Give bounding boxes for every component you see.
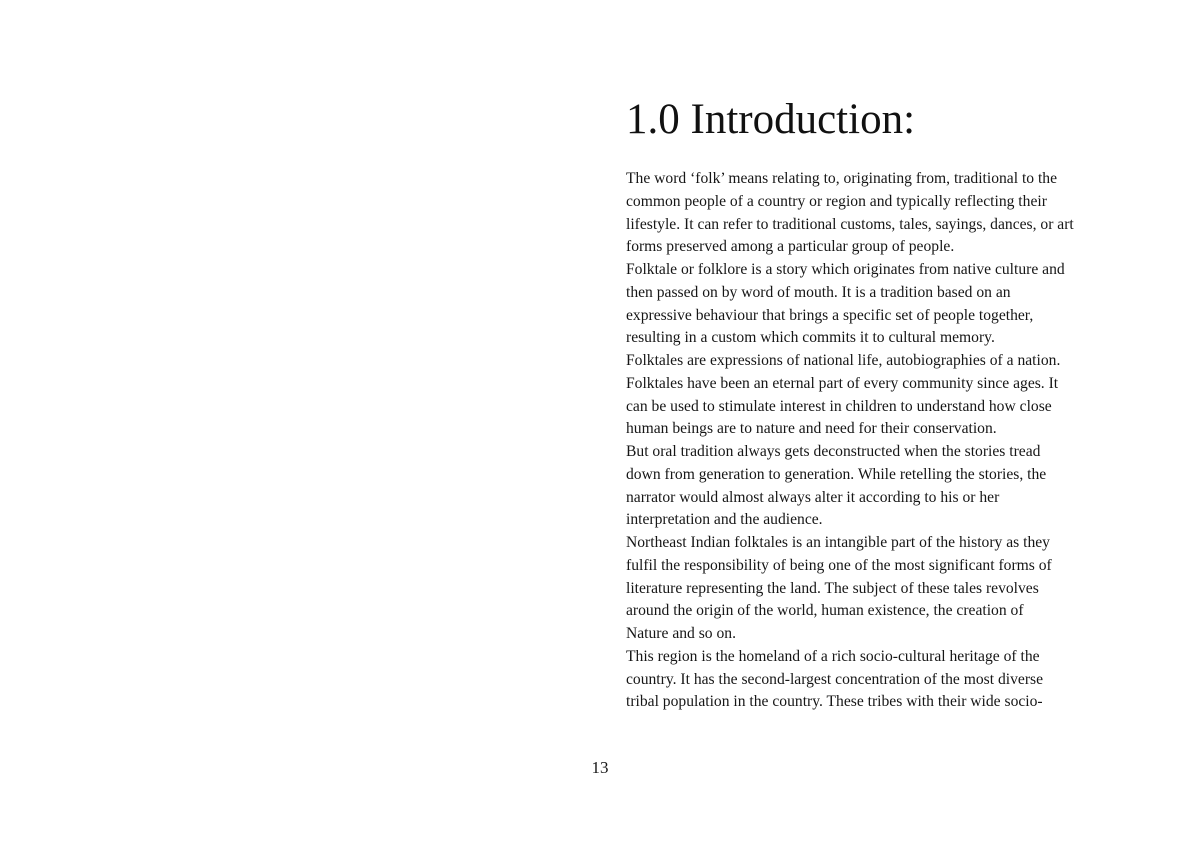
text-line: tribal population in the country. These tribes with their wide socio- bbox=[626, 693, 1043, 711]
text-line: But oral tradition always gets deconstructed when the stories tread bbox=[626, 443, 1041, 460]
text-line: The word ‘folk’ means relating to, originating from, traditional to the bbox=[626, 170, 1058, 187]
text-line: lifestyle. It can refer to traditional customs, tales, sayings, dances, or art bbox=[626, 215, 1074, 233]
text-line: then passed on by word of mouth. It is a tradition based on an bbox=[626, 283, 1011, 301]
page-number: 13 bbox=[591, 758, 609, 777]
right-page bbox=[600, 0, 1200, 848]
text-line: country. It has the second-largest concentration of the most diverse bbox=[626, 670, 1044, 688]
text-line: Folktales are expressions of national life, autobiographies of a nation. bbox=[626, 352, 1061, 369]
text-line: around the origin of the world, human existence, the creation of bbox=[626, 602, 1024, 620]
text-line: Folktale or folklore is a story which originates from native culture and bbox=[626, 261, 1065, 278]
text-line: forms preserved among a particular group of people. bbox=[626, 238, 955, 256]
body-text bbox=[626, 168, 1106, 714]
text-line: common people of a country or region and typically reflecting their bbox=[626, 192, 1047, 210]
text-line: expressive behaviour that brings a specific set of people together, bbox=[626, 306, 1034, 324]
text-line: fulfil the responsibility of being one of the most significant forms of bbox=[626, 556, 1052, 574]
text-line: narrator would almost always alter it according to his or her bbox=[626, 488, 1000, 506]
text-line: down from generation to generation. While retelling the stories, the bbox=[626, 465, 1047, 483]
text-line: literature representing the land. The subject of these tales revolves bbox=[626, 579, 1039, 597]
text-line: interpretation and the audience. bbox=[626, 511, 823, 529]
text-line: Folktales have been an eternal part of every community since ages. It bbox=[626, 374, 1059, 392]
text-line: This region is the homeland of a rich socio-cultural heritage of the bbox=[626, 647, 1040, 665]
text-line: Northeast Indian folktales is an intangible part of the history as they bbox=[626, 534, 1050, 551]
chapter-title: 1.0 Introduction: bbox=[626, 96, 916, 143]
text-line: human beings are to nature and need for their conservation. bbox=[626, 420, 997, 438]
text-line: resulting in a custom which commits it to cultural memory. bbox=[626, 329, 995, 347]
text-line: can be used to stimulate interest in children to understand how close bbox=[626, 397, 1052, 415]
text-line: Nature and so on. bbox=[626, 625, 736, 642]
